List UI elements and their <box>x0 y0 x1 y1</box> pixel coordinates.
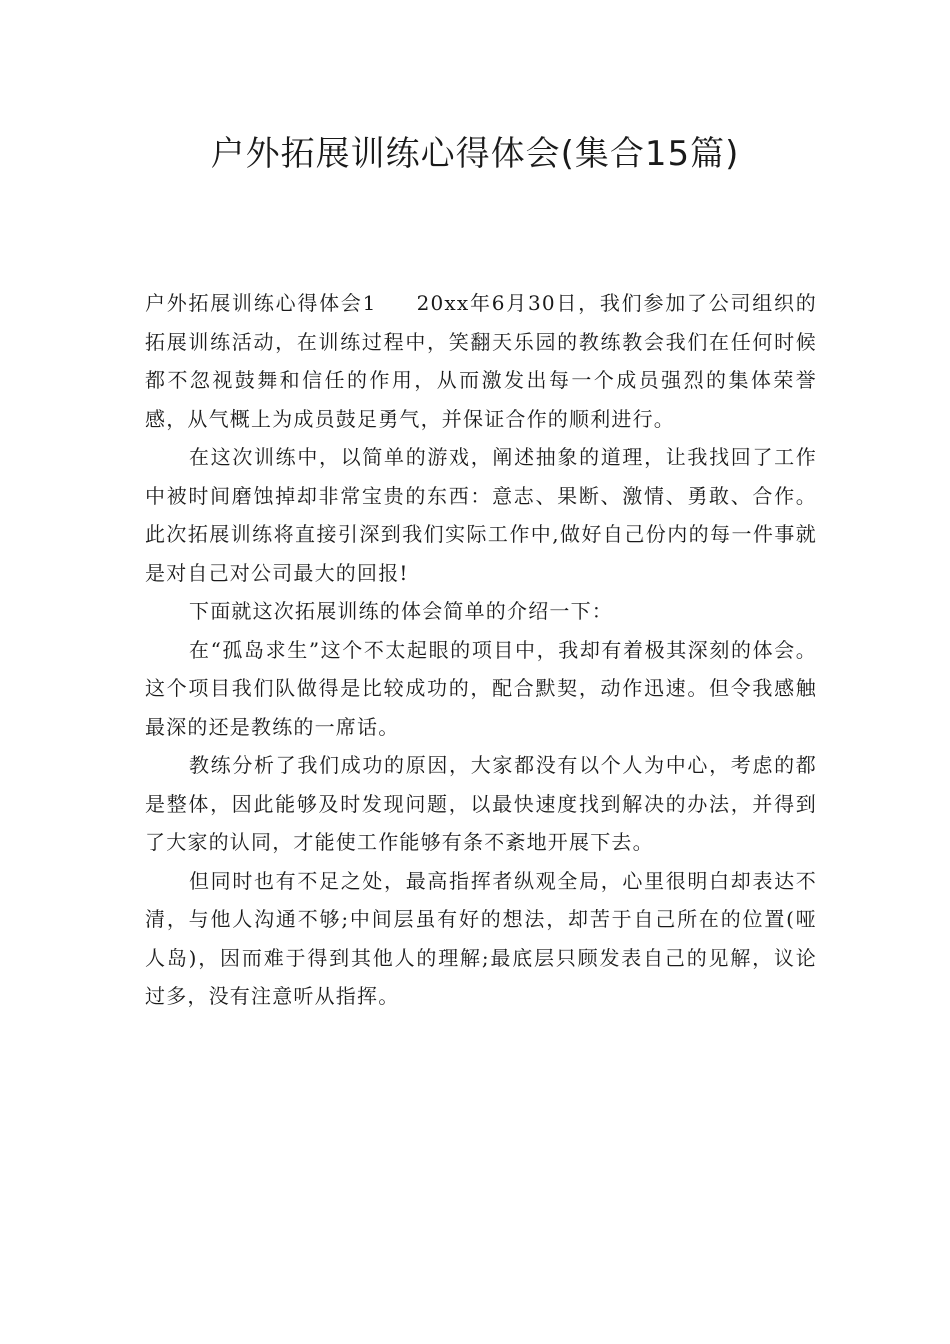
paragraph-3: 下面就这次拓展训练的体会简单的介绍一下： <box>189 599 613 623</box>
section-heading: 户外拓展训练心得体会1 <box>145 291 377 315</box>
document-title: 户外拓展训练心得体会(集合15篇) <box>210 134 740 174</box>
paragraph-2: 在这次训练中，以简单的游戏，阐述抽象的道理，让我找回了工作中被时间磨蚀掉却非常宝贵的东西：意志、果断、激情、勇敢、合作。此次拓展训练将直接引深到我们实际工作中,做好自己份内的每一件事就是对自己对公司最大的回报! <box>145 445 817 585</box>
paragraph-1 <box>145 284 817 438</box>
paragraph-5: 教练分析了我们成功的原因，大家都没有以个人为中心，考虑的都是整体，因此能够及时发现问题，以最快速度找到解决的办法，并得到了大家的认同，才能使工作能够有条不紊地开展下去。 <box>145 753 817 854</box>
paragraph-4: 在“孤岛求生”这个不太起眼的项目中，我却有着极其深刻的体会。这个项目我们队做得是比较成功的，配合默契，动作迅速。但令我感触最深的还是教练的一席话。 <box>145 637 817 739</box>
document-body <box>145 284 817 1016</box>
paragraph-6: 但同时也有不足之处，最高指挥者纵观全局，心里很明白却表达不清，与他人沟通不够;中间层虽有好的想法，却苦于自己所在的位置(哑人岛)，因而难于得到其他人的理解;最底层只顾发表自己的见解，议论过多，没有注意听从指挥。 <box>145 868 817 1008</box>
paragraph-text: 20xx年6月30日，我们参加了公司组织的拓展训练活动，在训练过程中，笑翻天乐园的教练教会我们在任何时候都不忽视鼓舞和信任的作用，从而激发出每一个成员强烈的集体荣誉感，从气概上为成员鼓足勇气，并保证合作的顺利进行。 <box>145 291 817 431</box>
